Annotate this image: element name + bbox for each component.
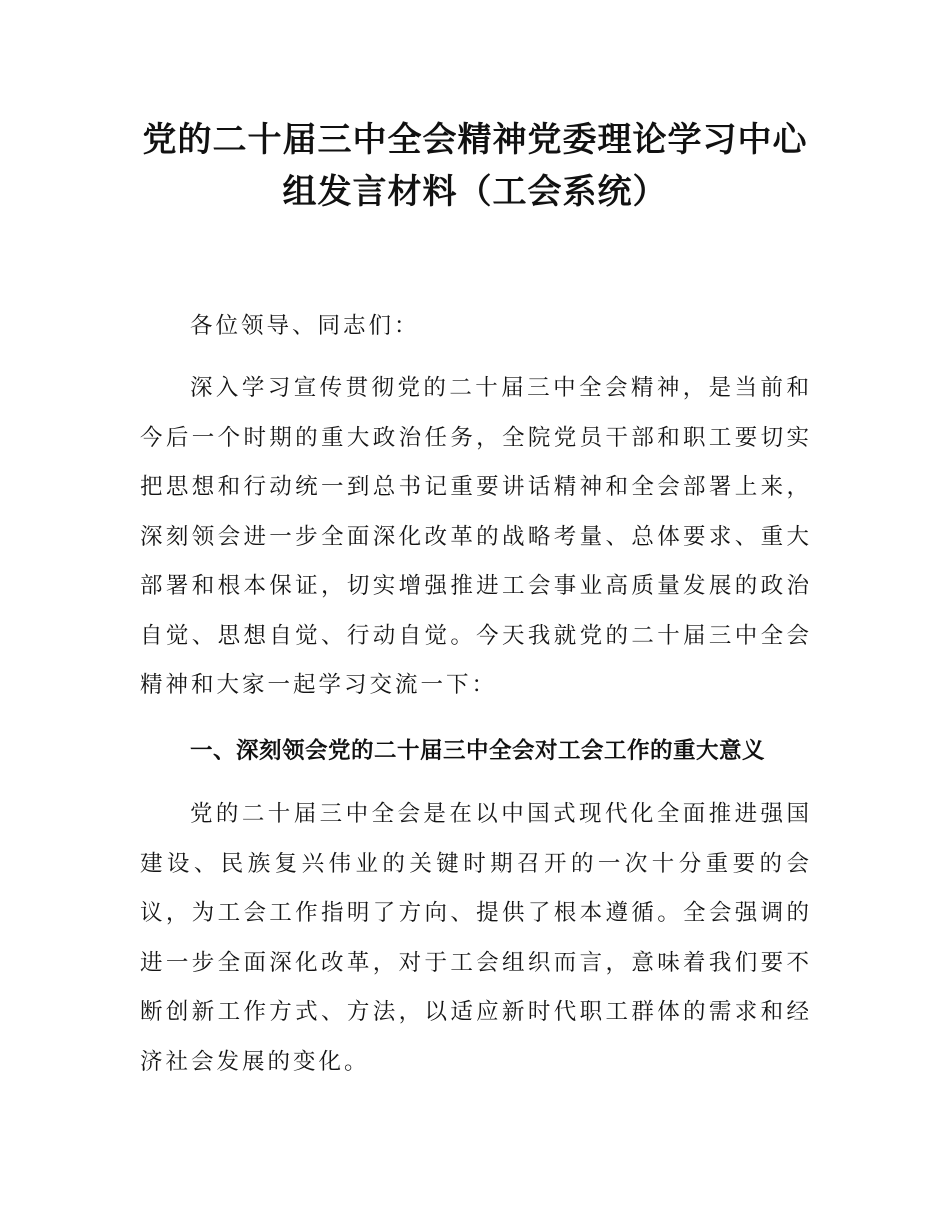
section-heading-1: 一、深刻领会党的二十届三中全会对工会工作的重大意义 bbox=[190, 738, 766, 764]
document-title-line-2: 组发言材料（工会系统） bbox=[282, 172, 668, 212]
salutation: 各位领导、同志们： bbox=[190, 313, 420, 339]
document-title-line-1: 党的二十届三中全会精神党委理论学习中心 bbox=[142, 120, 808, 160]
paragraph-section-1: 党的二十届三中全会是在以中国式现代化全面推进强国建设、民族复兴伟业的关键时期召开的一次十分重要的会议，为工会工作指明了方向、提供了根本遵循。全会强调的进一步全面深化改革，对于工会组织而言，意味着我们要不断创新工作方式、方法，以适应新时代职工群体的需求和经济社会发展的变化。 bbox=[140, 801, 812, 1075]
paragraph-intro: 深入学习宣传贯彻党的二十届三中全会精神，是当前和今后一个时期的重大政治任务，全院党员干部和职工要切实把思想和行动统一到总书记重要讲话精神和全会部署上来，深刻领会进一步全面深化改革的战略考量、总体要求、重大部署和根本保证，切实增强推进工会事业高质量发展的政治自觉、思想自觉、行动自觉。今天我就党的二十届三中全会精神和大家一起学习交流一下： bbox=[140, 375, 812, 698]
